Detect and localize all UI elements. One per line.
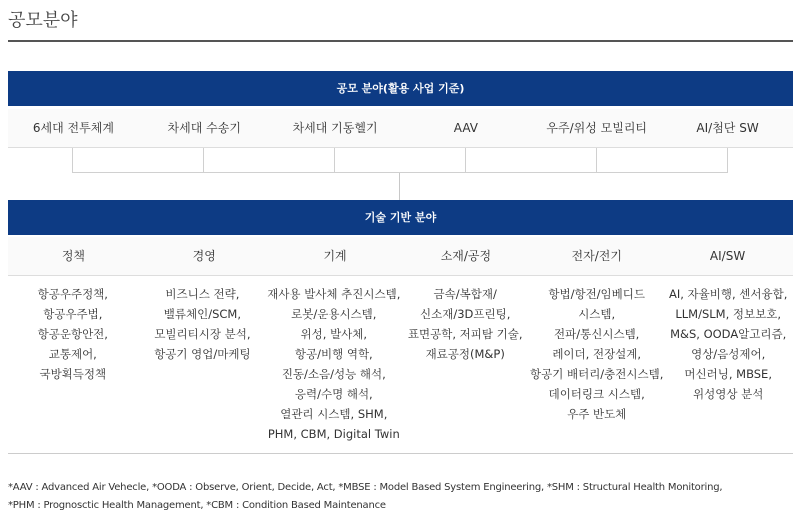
detail-line: 항공우주정책, (37, 287, 108, 301)
detail-line: 밸류체인/SCM, (163, 307, 242, 321)
detail-line: 우주 반도체 (567, 407, 627, 421)
detail-line: 항공운항안전, (37, 327, 108, 341)
detail-line: 진동/소음/성능 해석, (281, 367, 386, 381)
detail-line: 위성, 발사체, (300, 327, 368, 341)
detail-line: 항공/비행 역학, (294, 347, 373, 361)
detail-line: 모빌리티시장 분석, (154, 327, 251, 341)
detail-line: 재료공정(M&P) (425, 347, 505, 361)
technology-category-3: 기계 (323, 249, 347, 263)
detail-line: 로봇/운용시스템, (291, 307, 377, 321)
detail-line: 데이터링크 시스템, (548, 387, 645, 401)
footnote-abbreviations-2: *PHM : Prognosctic Health Management, *CBM : Condition Based Maintenance (8, 500, 386, 511)
detail-line: 전파/통신시스템, (554, 327, 640, 341)
detail-line: LLM/SLM, 정보보호, (675, 307, 782, 321)
detail-line: 항공우주법, (43, 307, 103, 321)
footnote-abbreviations-1: *AAV : Advanced Air Vehecle, *OODA : Observe, Orient, Decide, Act, *MBSE : Model Based System Engineering, *SHM : Structural Health Monitoring, (8, 482, 723, 493)
connector-segment (596, 148, 728, 173)
detail-line: 응력/수명 해석, (294, 387, 373, 401)
technology-category-5: 전자/전기 (571, 249, 622, 263)
detail-line: 열관리 시스템, SHM, (280, 407, 388, 421)
connector-segment (72, 148, 204, 173)
connector-segment (334, 148, 466, 173)
detail-line: 머신러닝, MBSE, (684, 367, 772, 381)
detail-line: M&S, OODA알고리즘, (670, 327, 787, 341)
details-management (138, 284, 268, 444)
detail-line: 표면공학, 저피탐 기술, (407, 327, 523, 341)
technology-category-1: 정책 (61, 249, 85, 263)
detail-line: 비즈니스 전략, (165, 287, 240, 301)
details-electronics (530, 284, 663, 444)
technology-details (8, 284, 793, 444)
detail-line: 항공기 영업/마케팅 (154, 347, 251, 361)
application-category-6: AI/첨단 SW (696, 121, 759, 135)
detail-line: 위성영상 분석 (693, 387, 764, 401)
title-divider (8, 40, 793, 42)
detail-line: 재사용 발사체 추진시스템, (267, 287, 401, 301)
connector-line (399, 173, 400, 200)
details-materials (400, 284, 530, 444)
detail-line: 항법/항전/임베디드 (548, 287, 645, 301)
category-connector (72, 148, 728, 173)
connector-segment (465, 148, 597, 173)
application-category-4: AAV (453, 121, 478, 135)
technology-category-4: 소재/공정 (440, 249, 492, 263)
detail-line: 레이더, 전장설계, (552, 347, 642, 361)
connector-segment (203, 148, 335, 173)
application-category-5: 우주/위성 모빌리티 (546, 121, 648, 135)
detail-line: 금속/복합재/ (433, 287, 497, 301)
content-divider (8, 453, 793, 454)
detail-line: PHM, CBM, Digital Twin (267, 427, 400, 441)
detail-line: 시스템, (578, 307, 616, 321)
detail-line: 국방획득정책 (39, 367, 107, 381)
application-category-2: 차세대 수송기 (167, 121, 241, 135)
details-ai-sw (663, 284, 793, 444)
page-title: 공모분야 (8, 10, 78, 31)
details-mechanical (267, 284, 400, 444)
detail-line: 신소재/3D프린팅, (420, 307, 511, 321)
technology-category-2: 경영 (192, 249, 216, 263)
detail-line: 교통제어, (48, 347, 97, 361)
technology-category-row (8, 237, 793, 276)
technology-section-header: 기술 기반 분야 (8, 200, 793, 235)
detail-line: 영상/음성제어, (691, 347, 766, 361)
detail-line: AI, 자율비행, 센서융합, (668, 287, 788, 301)
technology-category-6: AI/SW (709, 249, 746, 263)
application-category-3: 차세대 기동헬기 (292, 121, 378, 135)
application-section-header: 공모 분야(활용 사업 기준) (8, 71, 793, 106)
details-policy (8, 284, 138, 444)
detail-line: 항공기 배터리/충전시스템, (530, 367, 664, 381)
application-category-row (8, 109, 793, 148)
application-category-1: 6세대 전투체계 (32, 121, 114, 135)
